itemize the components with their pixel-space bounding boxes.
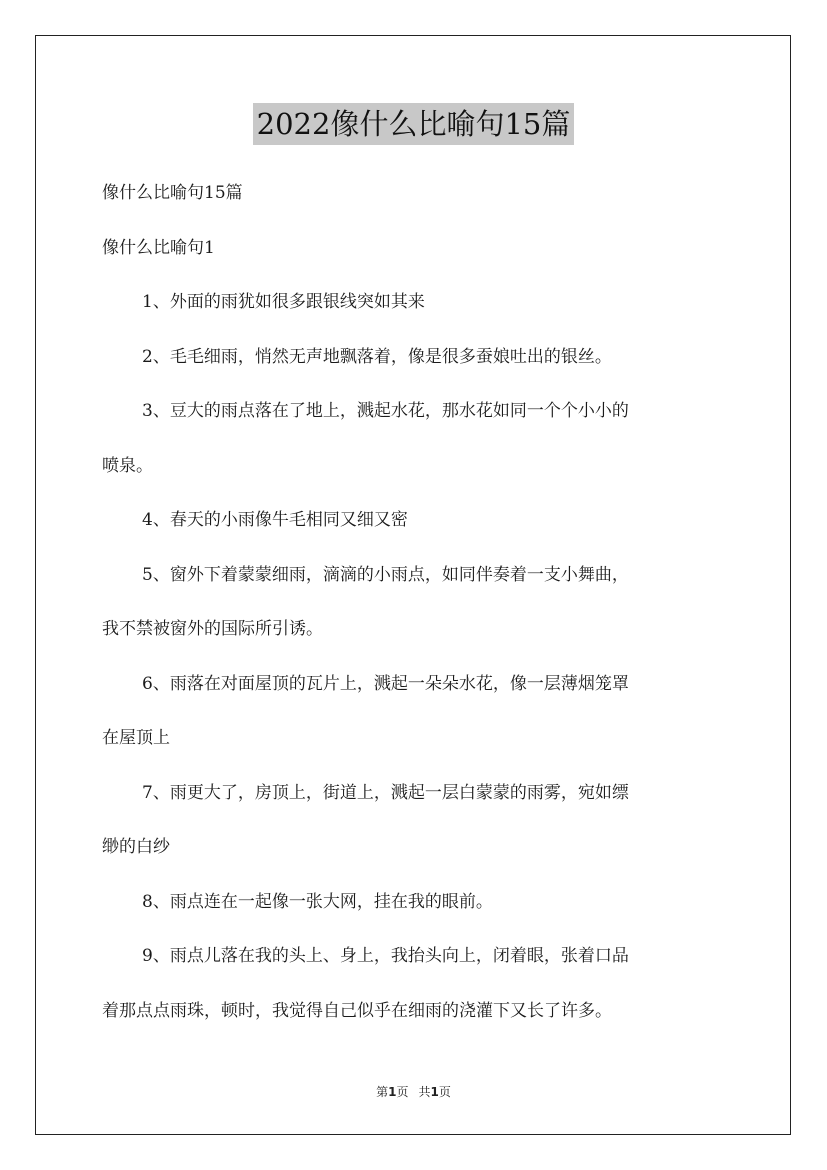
paragraph-line: 5、窗外下着蒙蒙细雨，滴滴的小雨点，如同伴奏着一支小舞曲， (142, 564, 629, 585)
paragraph-line: 8、雨点连在一起像一张大网，挂在我的眼前。 (142, 891, 493, 912)
document-body (102, 174, 742, 1046)
footer-total-suffix: 页 (438, 1085, 451, 1099)
paragraph-line: 6、雨落在对面屋顶的瓦片上，溅起一朵朵水花，像一层薄烟笼罩 (142, 673, 629, 694)
footer-total-number: 1 (430, 1085, 439, 1099)
subtitle: 像什么比喻句15篇 (102, 183, 243, 203)
section-heading: 像什么比喻句1 (102, 237, 215, 258)
paragraph-line: 3、豆大的雨点落在了地上，溅起水花，那水花如同一个个小小的 (142, 401, 629, 421)
paragraph-line: 7、雨更大了，房顶上，街道上，溅起一层白蒙蒙的雨雾，宛如缥 (142, 782, 629, 803)
paragraph-line: 4、春天的小雨像牛毛相同又细又密 (142, 510, 408, 530)
document-title-container (0, 103, 827, 145)
paragraph-line-continued: 我不禁被窗外的国际所引诱。 (102, 619, 323, 639)
paragraph-line-continued: 缈的白纱 (102, 837, 170, 857)
paragraph-line-continued: 在屋顶上 (102, 728, 170, 748)
paragraph-line: 2、毛毛细雨，悄然无声地飘落着，像是很多蚕娘吐出的银丝。 (142, 346, 612, 367)
footer-page-suffix: 页 (396, 1085, 409, 1099)
document-title: 2022像什么比喻句15篇 (253, 103, 575, 145)
paragraph-line-continued: 喷泉。 (102, 455, 153, 476)
paragraph-line: 1、外面的雨犹如很多跟银线突如其来 (142, 292, 425, 312)
paragraph-line-continued: 着那点点雨珠，顿时，我觉得自己似乎在细雨的浇灌下又长了许多。 (102, 1000, 612, 1021)
footer-total-prefix: 共 (418, 1085, 431, 1099)
paragraph-line: 9、雨点儿落在我的头上、身上，我抬头向上，闭着眼，张着口品 (142, 946, 629, 966)
page-footer (0, 1083, 827, 1100)
footer-page-number: 1 (388, 1085, 397, 1099)
footer-page-prefix: 第 (376, 1085, 389, 1099)
